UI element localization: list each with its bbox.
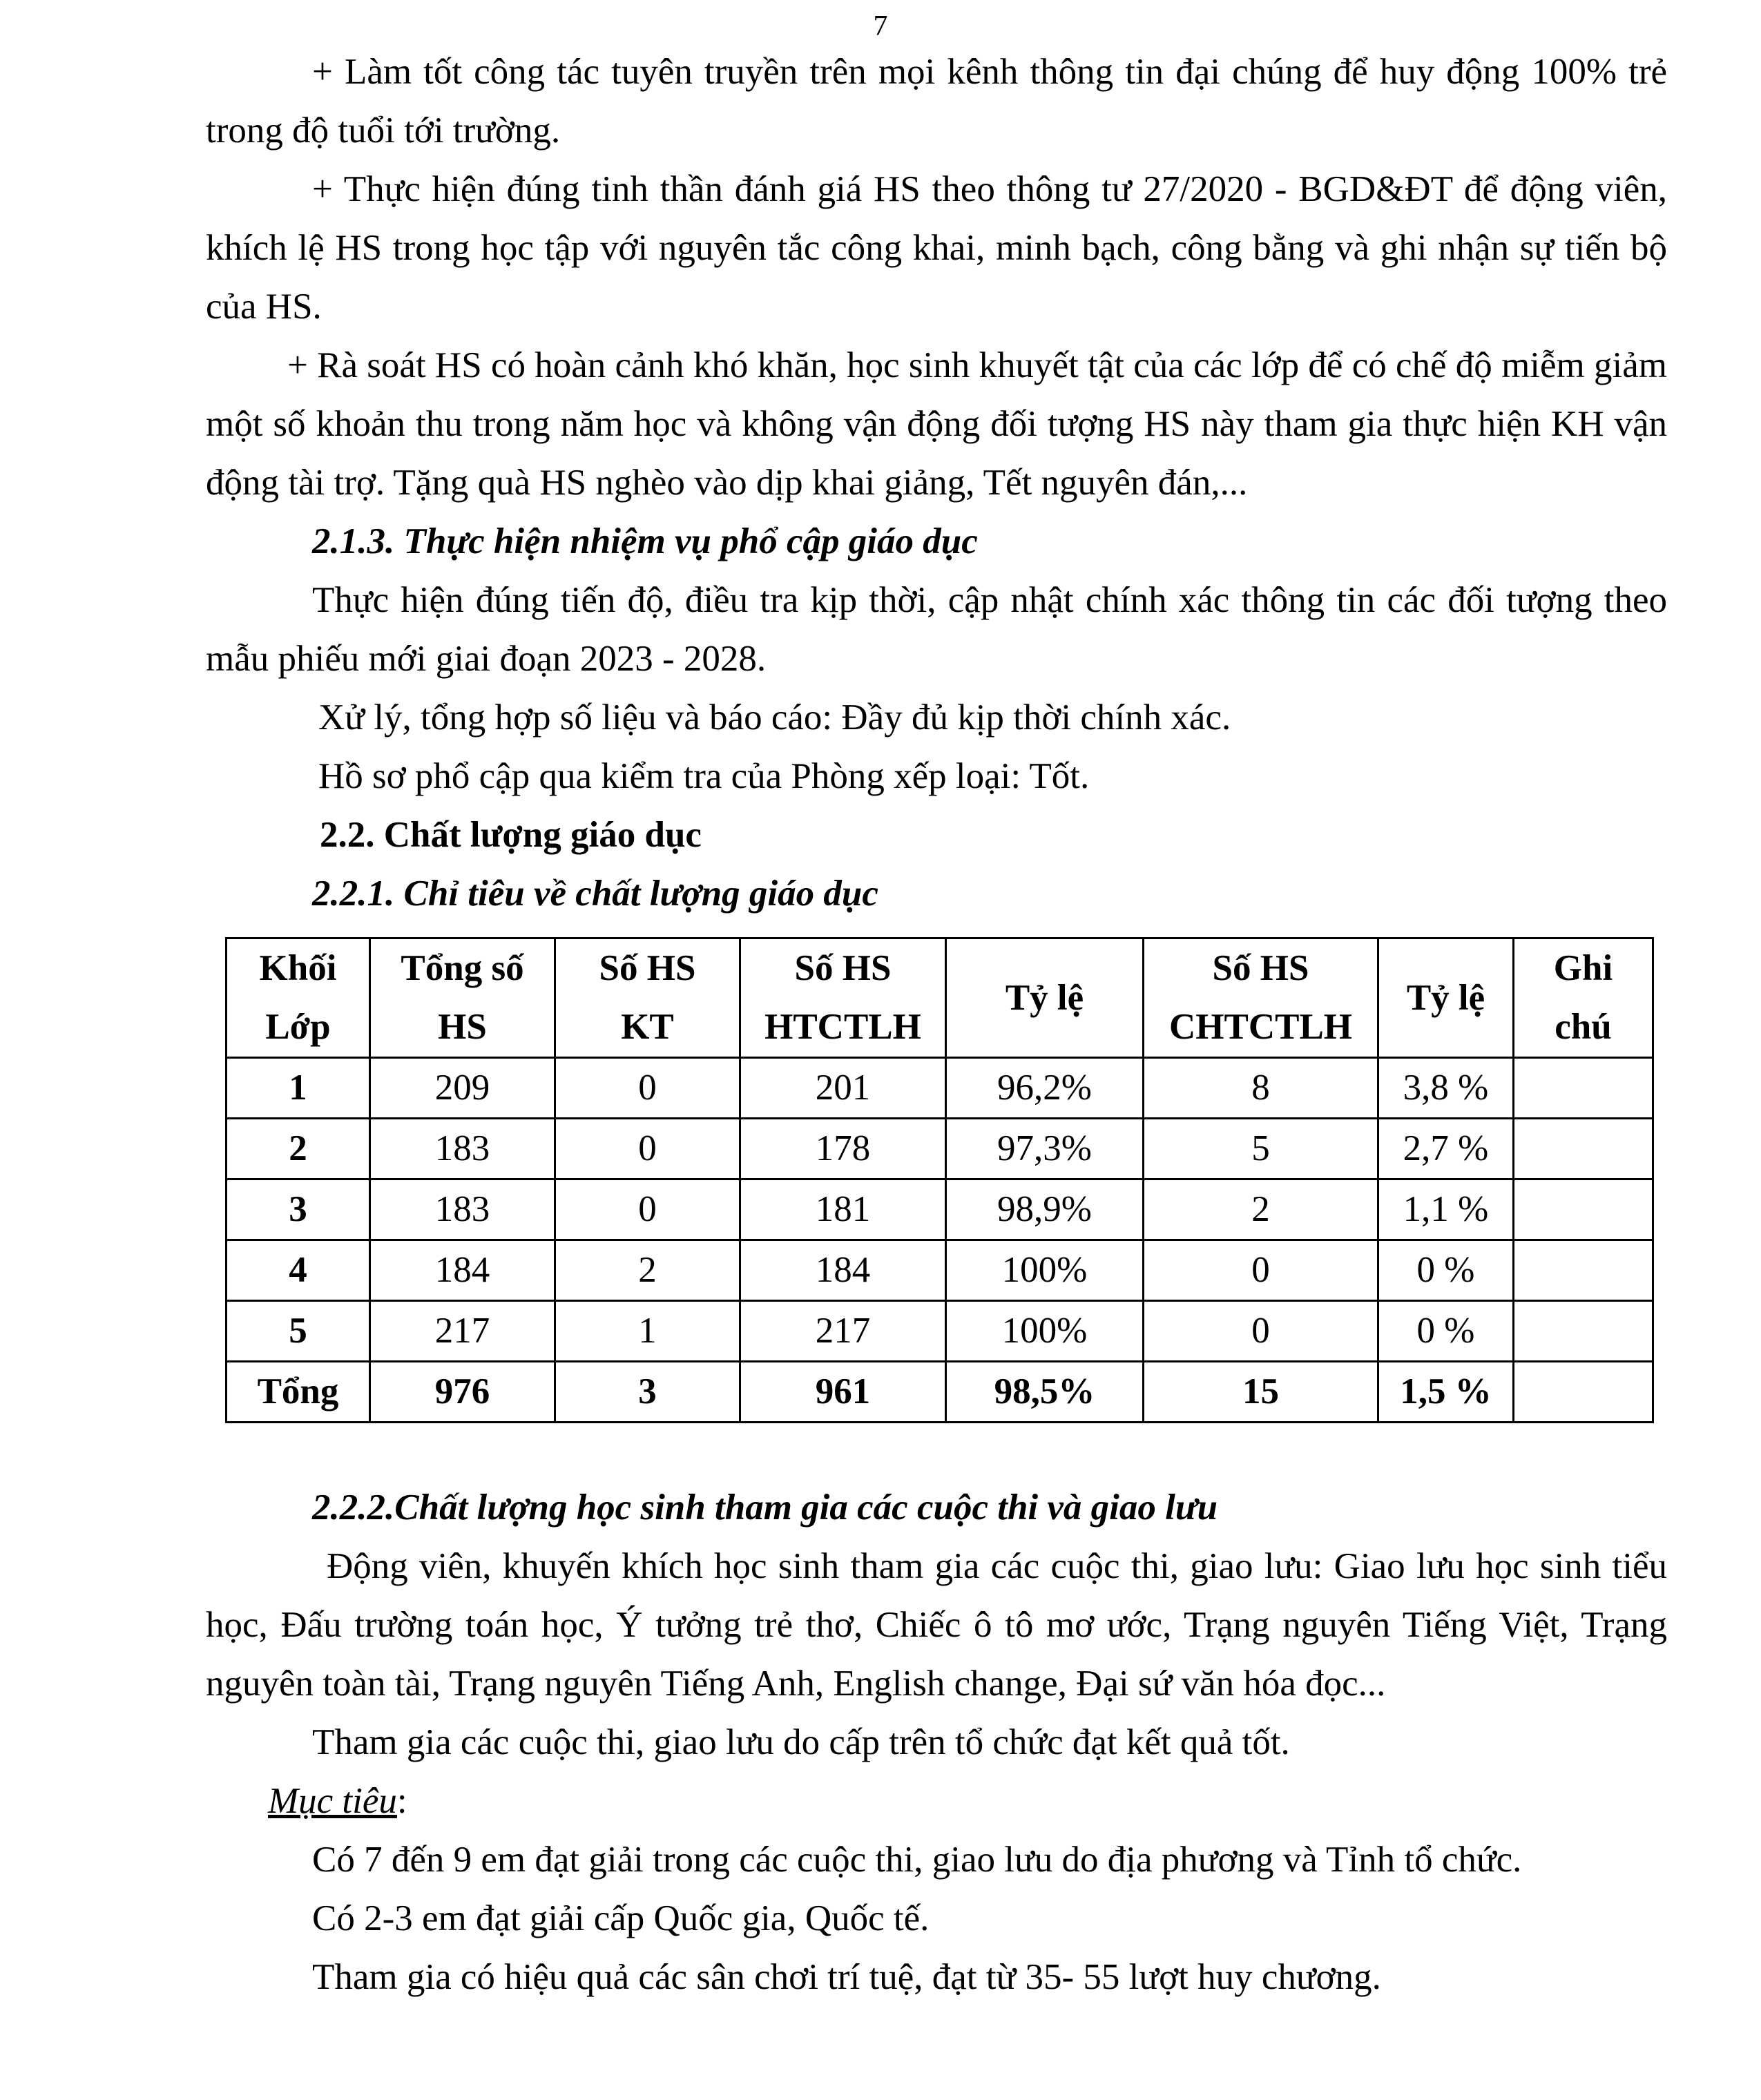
goal-item: Có 2-3 em đạt giải cấp Quốc gia, Quốc tế.	[312, 1898, 930, 1938]
table-row	[227, 1119, 1653, 1179]
cell-tong-so: 217	[370, 1301, 555, 1362]
cell-ty-le-ht: 97,3%	[946, 1119, 1144, 1179]
table-row	[227, 1301, 1653, 1362]
cell-ghi-chu	[1514, 1058, 1653, 1119]
cell-ty-le-cht: 2,7 %	[1378, 1119, 1514, 1179]
paragraph-data-processing: Xử lý, tổng hợp số liệu và báo cáo: Đầy đủ kịp thời chính xác.	[318, 697, 1231, 738]
cell-total-ty-le-cht: 1,5 %	[1378, 1362, 1514, 1423]
cell-htctlh: 184	[740, 1240, 946, 1301]
cell-ghi-chu	[1514, 1179, 1653, 1240]
header-so-hs-chtctlh: Số HS CHTCTLH	[1144, 938, 1378, 1058]
cell-kt: 0	[555, 1179, 740, 1240]
cell-khoi: 2	[227, 1119, 370, 1179]
paragraph-review-students: + Rà soát HS có hoàn cảnh khó khăn, học sinh khuyết tật của các lớp để có chế độ miễm giảm một số khoản thu trong năm học và không vận động đối tượng HS này tham gia thực hiện KH vận động tài trợ. Tặng quà HS nghèo vào dịp khai giảng, Tết nguyên đán,...	[206, 345, 1667, 503]
cell-chtctlh: 5	[1144, 1119, 1378, 1179]
cell-chtctlh: 8	[1144, 1058, 1378, 1119]
spacer	[206, 1423, 1667, 1478]
cell-chtctlh: 2	[1144, 1179, 1378, 1240]
cell-htctlh: 217	[740, 1301, 946, 1362]
heading-2-1-3: 2.1.3. Thực hiện nhiệm vụ phổ cập giáo dục	[312, 521, 978, 561]
header-tong-so-hs: Tổng số HS	[370, 938, 555, 1058]
cell-ty-le-cht: 3,8 %	[1378, 1058, 1514, 1119]
cell-htctlh: 181	[740, 1179, 946, 1240]
heading-2-2-1: 2.2.1. Chỉ tiêu về chất lượng giáo dục	[312, 874, 878, 914]
muc-tieu-label: Mục tiêu	[268, 1781, 397, 1821]
cell-kt: 2	[555, 1240, 740, 1301]
goal-item: Có 7 đến 9 em đạt giải trong các cuộc thi, giao lưu do địa phương và Tỉnh tổ chức.	[312, 1840, 1522, 1880]
cell-total-ty-le-ht: 98,5%	[946, 1362, 1144, 1423]
muc-tieu-line	[206, 1772, 1667, 1831]
table-row	[227, 1240, 1653, 1301]
quality-table	[225, 937, 1654, 1423]
cell-total-tong-so: 976	[370, 1362, 555, 1423]
paragraph-evaluation: + Thực hiện đúng tinh thần đánh giá HS theo thông tư 27/2020 - BGD&ĐT để động viên, khích lệ HS trong học tập với nguyên tắc công khai, minh bạch, công bằng và ghi nhận sự tiến bộ của HS.	[206, 169, 1667, 327]
quality-table-wrapper	[206, 937, 1667, 1423]
cell-ty-le-ht: 100%	[946, 1240, 1144, 1301]
cell-kt: 0	[555, 1058, 740, 1119]
cell-ty-le-cht: 1,1 %	[1378, 1179, 1514, 1240]
cell-kt: 0	[555, 1119, 740, 1179]
paragraph-competitions: Động viên, khuyến khích học sinh tham gia các cuộc thi, giao lưu: Giao lưu học sinh tiểu học, Đấu trường toán học, Ý tưởng trẻ thơ, Chiếc ô tô mơ ước, Trạng nguyên Tiếng Việt, Trạng nguyên toàn tài, Trạng nguyên Tiếng Anh, English change, Đại sứ văn hóa đọc...	[206, 1546, 1667, 1704]
page-number: 7	[873, 10, 888, 42]
table-total-row	[227, 1362, 1653, 1423]
goal-item: Tham gia có hiệu quả các sân chơi trí tuệ, đạt từ 35- 55 lượt huy chương.	[312, 1957, 1381, 1997]
cell-tong-so: 184	[370, 1240, 555, 1301]
table-header-row	[227, 938, 1653, 1058]
cell-total-ghi-chu	[1514, 1362, 1653, 1423]
cell-htctlh: 201	[740, 1058, 946, 1119]
paragraph-propaganda: + Làm tốt công tác tuyên truyền trên mọi kênh thông tin đại chúng để huy động 100% trẻ trong độ tuổi tới trường.	[206, 52, 1667, 151]
cell-kt: 1	[555, 1301, 740, 1362]
cell-ghi-chu	[1514, 1240, 1653, 1301]
cell-khoi: 5	[227, 1301, 370, 1362]
cell-total-chtctlh: 15	[1144, 1362, 1378, 1423]
header-ty-le-ht: Tỷ lệ	[946, 938, 1144, 1058]
paragraph-competition-results: Tham gia các cuộc thi, giao lưu do cấp trên tổ chức đạt kết quả tốt.	[312, 1722, 1290, 1762]
cell-chtctlh: 0	[1144, 1301, 1378, 1362]
cell-tong-so: 183	[370, 1179, 555, 1240]
header-so-hs-kt: Số HS KT	[555, 938, 740, 1058]
cell-ty-le-ht: 96,2%	[946, 1058, 1144, 1119]
cell-ghi-chu	[1514, 1301, 1653, 1362]
cell-ty-le-ht: 98,9%	[946, 1179, 1144, 1240]
heading-2-2: 2.2. Chất lượng giáo dục	[320, 815, 702, 855]
cell-htctlh: 178	[740, 1119, 946, 1179]
cell-khoi: 3	[227, 1179, 370, 1240]
header-so-hs-htctlh: Số HS HTCTLH	[740, 938, 946, 1058]
cell-total-htctlh: 961	[740, 1362, 946, 1423]
cell-ghi-chu	[1514, 1119, 1653, 1179]
cell-khoi: 1	[227, 1058, 370, 1119]
cell-ty-le-ht: 100%	[946, 1301, 1144, 1362]
cell-chtctlh: 0	[1144, 1240, 1378, 1301]
cell-ty-le-cht: 0 %	[1378, 1301, 1514, 1362]
cell-tong-so: 209	[370, 1058, 555, 1119]
header-ghi-chu: Ghi chú	[1514, 938, 1653, 1058]
cell-tong-so: 183	[370, 1119, 555, 1179]
muc-tieu-colon: :	[396, 1781, 407, 1821]
table-row	[227, 1058, 1653, 1119]
document-body	[206, 43, 1667, 2007]
paragraph-universalization: Thực hiện đúng tiến độ, điều tra kịp thời, cập nhật chính xác thông tin các đối tượng theo mẫu phiếu mới giai đoạn 2023 - 2028.	[206, 580, 1667, 679]
table-row	[227, 1179, 1653, 1240]
cell-ty-le-cht: 0 %	[1378, 1240, 1514, 1301]
header-ty-le-cht: Tỷ lệ	[1378, 938, 1514, 1058]
cell-total-label: Tổng	[227, 1362, 370, 1423]
heading-2-2-2: 2.2.2.Chất lượng học sinh tham gia các cuộc thi và giao lưu	[312, 1487, 1218, 1528]
cell-total-kt: 3	[555, 1362, 740, 1423]
paragraph-records: Hồ sơ phổ cập qua kiểm tra của Phòng xếp loại: Tốt.	[318, 756, 1090, 796]
cell-khoi: 4	[227, 1240, 370, 1301]
header-khoi-lop: Khối Lớp	[227, 938, 370, 1058]
